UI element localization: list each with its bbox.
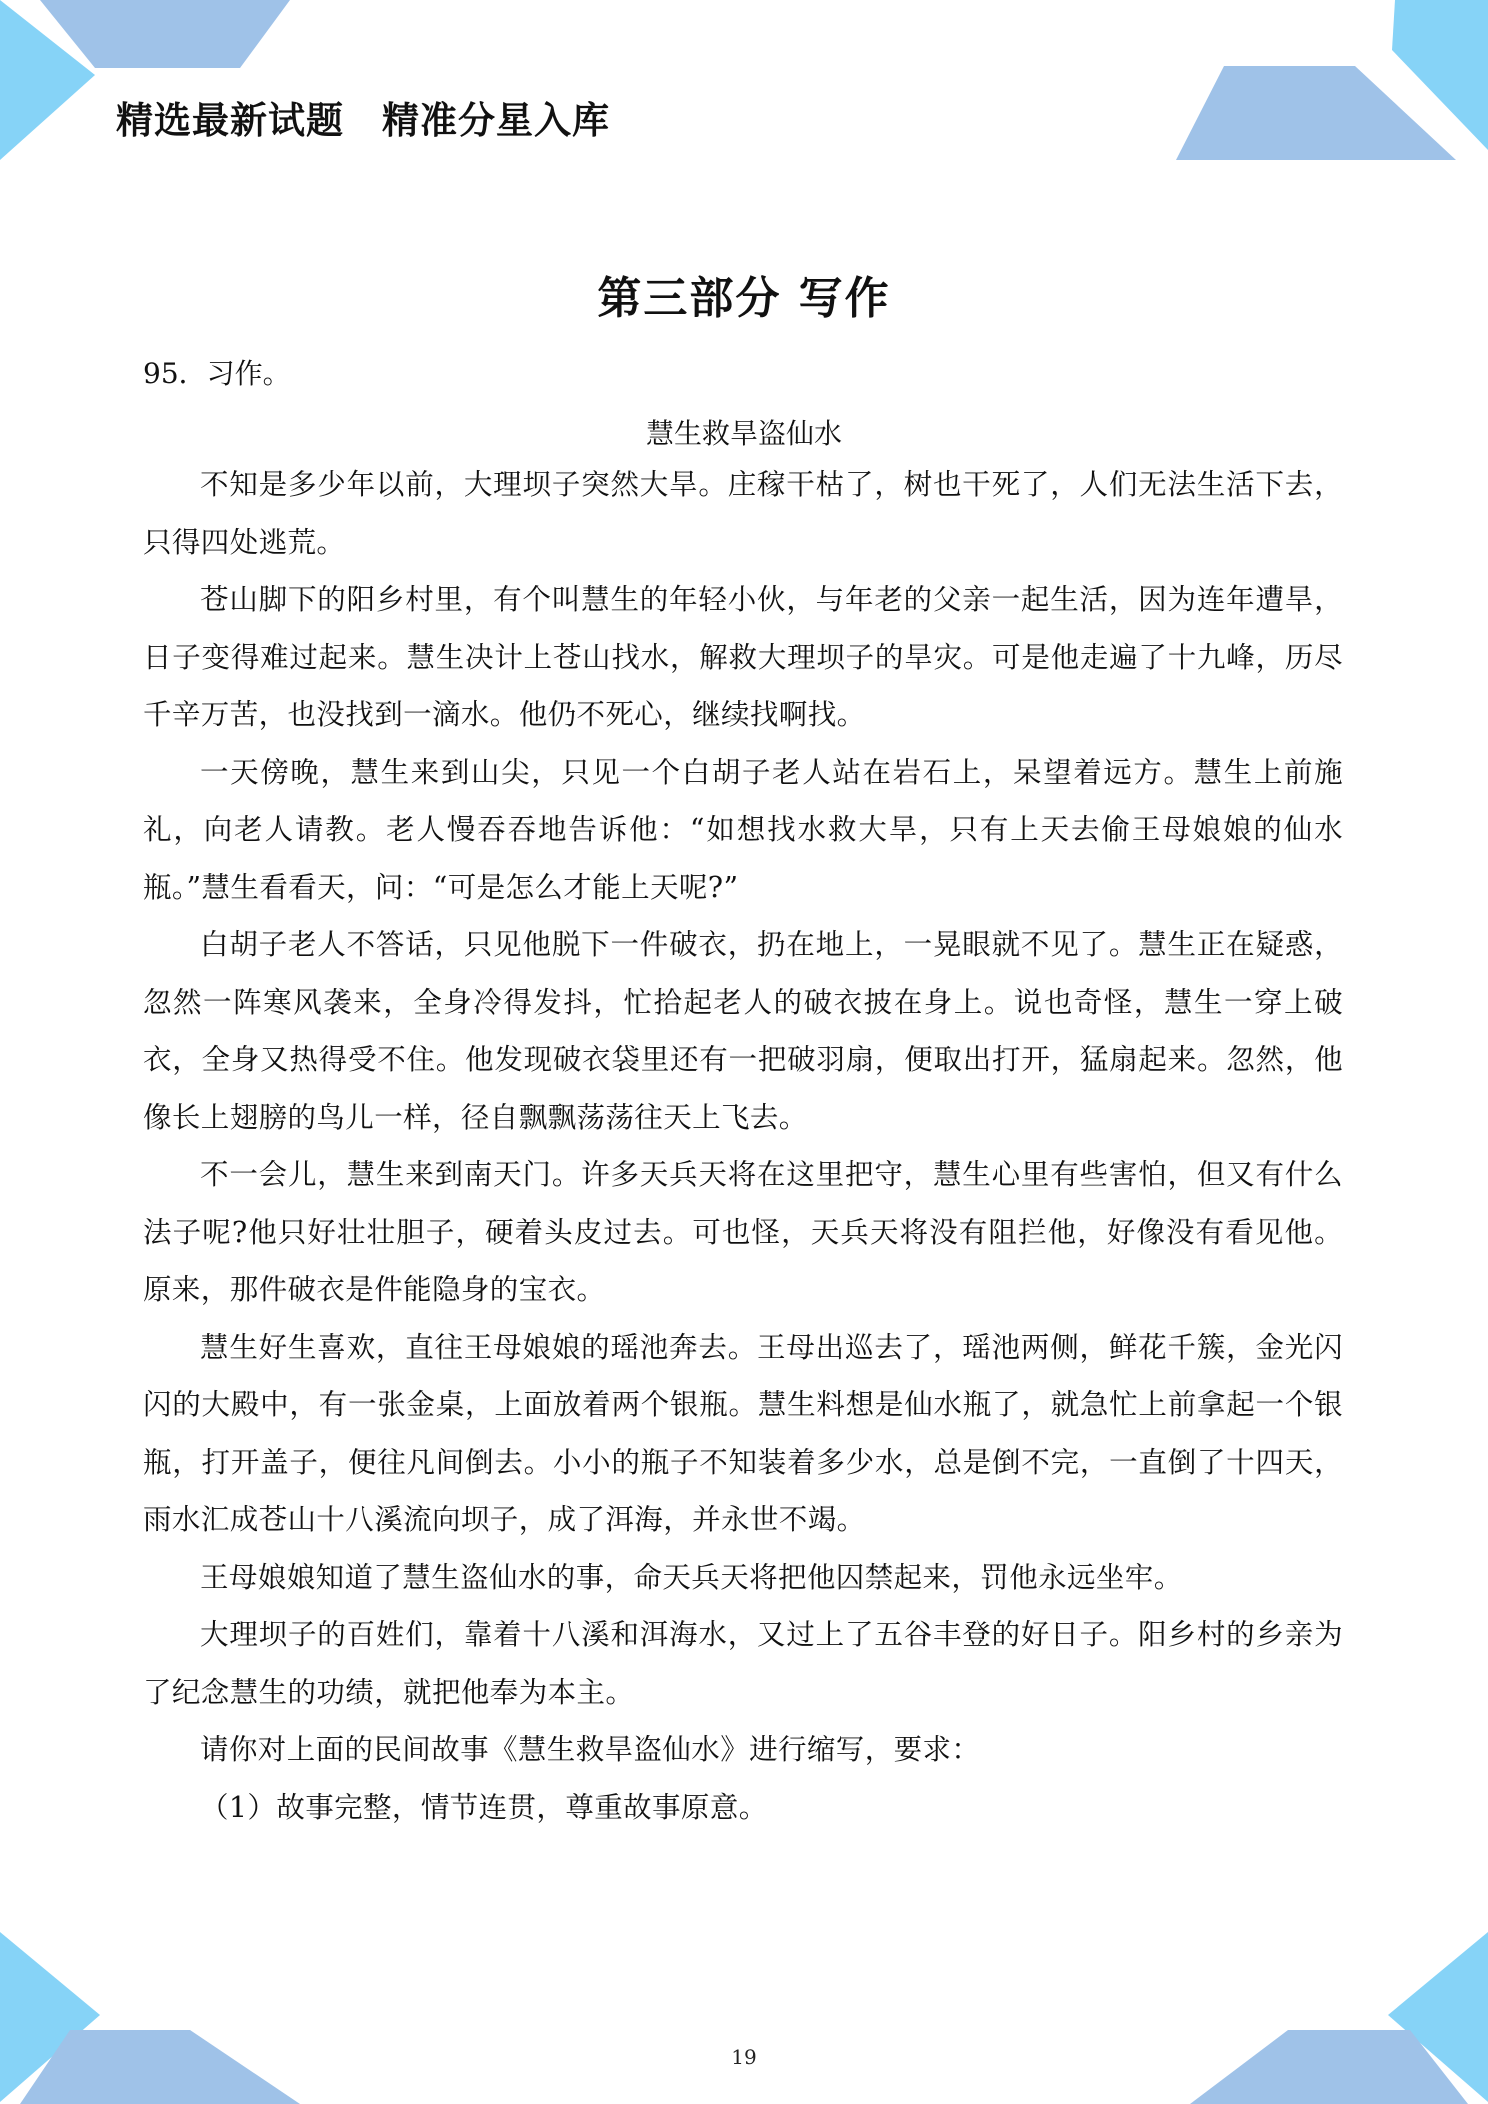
paragraph: 不一会儿，慧生来到南天门。许多天兵天将在这里把守，慧生心里有些害怕，但又有什么法子呢?他只好壮壮胆子，硬着头皮过去。可也怪，天兵天将没有阻拦他，好像没有看见他。原来，那件破衣是件能隐身的宝衣。	[143, 1158, 1343, 1306]
instruction: 请你对上面的民间故事《慧生救旱盗仙水》进行缩写，要求：	[200, 1733, 981, 1766]
paragraph: 大理坝子的百姓们，靠着十八溪和洱海水，又过上了五谷丰登的好日子。阳乡村的乡亲为了纪念慧生的功绩，就把他奉为本主。	[143, 1618, 1343, 1709]
question-label: 95．习作。	[143, 357, 291, 390]
story-title: 慧生救旱盗仙水	[645, 417, 842, 450]
paragraph: 不知是多少年以前，大理坝子突然大旱。庄稼干枯了，树也干死了，人们无法生活下去，只得四处逃荒。	[143, 468, 1343, 559]
section-title: 第三部分 写作	[597, 273, 891, 324]
paragraph: 苍山脚下的阳乡村里，有个叫慧生的年轻小伙，与年老的父亲一起生活，因为连年遭旱，日子变得难过起来。慧生决计上苍山找水，解救大理坝子的旱灾。可是他走遍了十九峰，历尽千辛万苦，也没找到一滴水。他仍不死心，继续找啊找。	[143, 583, 1343, 731]
paragraph: 王母娘娘知道了慧生盗仙水的事，命天兵天将把他囚禁起来，罚他永远坐牢。	[200, 1560, 1183, 1594]
bottom-left-decoration	[0, 1930, 310, 2104]
header-slogan: 精选最新试题 精准分星入库	[116, 99, 610, 142]
top-left-decoration	[0, 0, 300, 170]
page-number: 19	[731, 2045, 757, 2069]
requirement-item: （1）故事完整，情节连贯，尊重故事原意。	[200, 1790, 768, 1824]
bottom-right-decoration	[1160, 1930, 1488, 2104]
paragraph: 一天傍晚，慧生来到山尖，只见一个白胡子老人站在岩石上，呆望着远方。慧生上前施礼，向老人请教。老人慢吞吞地告诉他：“如想找水救大旱，只有上天去偷王母娘娘的仙水瓶。”慧生看看天，问：“可是怎么才能上天呢?”	[143, 755, 1343, 904]
paragraph: 白胡子老人不答话，只见他脱下一件破衣，扔在地上，一晃眼就不见了。慧生正在疑惑，忽然一阵寒风袭来，全身冷得发抖，忙拾起老人的破衣披在身上。说也奇怪，慧生一穿上破衣，全身又热得受不住。他发现破衣袋里还有一把破羽扇，便取出打开，猛扇起来。忽然，他像长上翅膀的鸟儿一样，径自飘飘荡荡往天上飞去。	[143, 928, 1343, 1134]
paragraph: 慧生好生喜欢，直往王母娘娘的瑶池奔去。王母出巡去了，瑶池两侧，鲜花千簇，金光闪闪的大殿中，有一张金桌，上面放着两个银瓶。慧生料想是仙水瓶了，就急忙上前拿起一个银瓶，打开盖子，便往凡间倒去。小小的瓶子不知装着多少水，总是倒不完，一直倒了十四天，雨水汇成苍山十八溪流向坝子，成了洱海，并永世不竭。	[143, 1330, 1343, 1536]
top-right-decoration	[1160, 0, 1488, 170]
story-body	[143, 456, 1343, 1836]
